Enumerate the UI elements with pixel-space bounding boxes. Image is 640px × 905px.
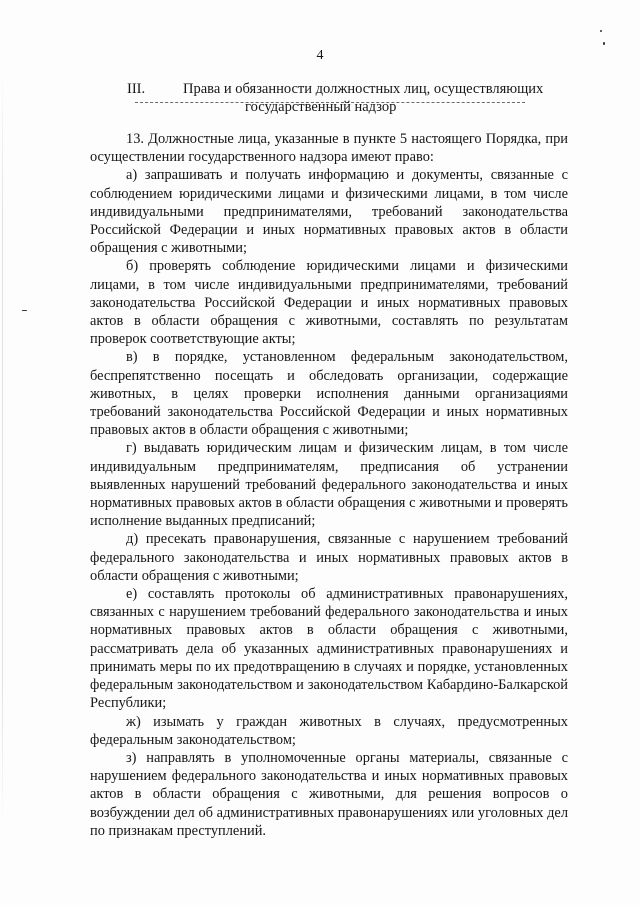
paragraph-item-g: г) выдавать юридическим лицам и физическим лицам, в том числе индивидуальным предпринимателям, предписания об устранении выявленных нарушений требований федерального законодательства и иных нормативных правовых актов в области обращения с животными и проверять исполнение выданных предписаний; — [90, 440, 568, 530]
scan-speck — [600, 30, 602, 32]
page-number: 4 — [316, 48, 324, 63]
document-body — [90, 130, 568, 840]
paragraph-item-v: в) в порядке, установленном федеральным законодательством, беспрепятственно посещать и обследовать организации, содержащие животных, в целях проверки исполнения данными организациями требований законодательства Российской Федерации и иных нормативных правовых актов в области обращения с животными; — [90, 349, 568, 439]
paragraph-13-intro: 13. Должностные лица, указанные в пункте 5 настоящего Порядка, при осуществлении государственного надзора имеют право: — [90, 131, 568, 166]
paragraph-item-a: а) запрашивать и получать информацию и документы, связанные с соблюдением юридическими лицами и физическими лицами, в том числе индивидуальными предпринимателями, требований законодательства Российской Федерации и иных нормативных правовых актов в области обращения с животными; — [90, 167, 568, 257]
paragraph-item-d: д) пресекать правонарушения, связанные с нарушением требований федерального законодательства и иных нормативных правовых актов в области обращения с животными; — [90, 531, 568, 584]
scan-speck — [603, 42, 605, 45]
section-title-line1: Права и обязанности должностных лиц, осуществляющих — [183, 81, 544, 97]
scan-edge-shadow — [2, 60, 3, 840]
paragraph-item-e: е) составлять протоколы об административных правонарушениях, связанных с нарушением требований федерального законодательства и иных нормативных правовых актов в области обращения с животными, рассматривать дела об указанных административных правонарушениях и принимать меры по их предотвращению в случаях и порядке, установленных федеральным законодательством и законодательством Кабардино-Балкарской Республики; — [90, 586, 568, 712]
paragraph-item-z: з) направлять в уполномоченные органы материалы, связанные с нарушением федерального законодательства и иных нормативных правовых актов в области обращения с животными, для решения вопросов о возбуждении дел об административных правонарушениях или уголовных дел по признакам преступлений. — [90, 749, 568, 839]
paragraph-item-b: б) проверять соблюдение юридическими лицами и физическими лицами, в том числе индивидуальными предпринимателями, требований законодательства Российской Федерации и иных нормативных правовых актов в области обращения с животными, составлять по результатам проверок соответствующие акты; — [90, 258, 568, 348]
section-title-line2: государственный надзор — [245, 99, 397, 115]
scan-speck — [22, 310, 27, 311]
section-number: III. — [127, 81, 146, 97]
paragraph-item-zh: ж) изымать у граждан животных в случаях, предусмотренных федеральным законодательством; — [90, 713, 568, 748]
